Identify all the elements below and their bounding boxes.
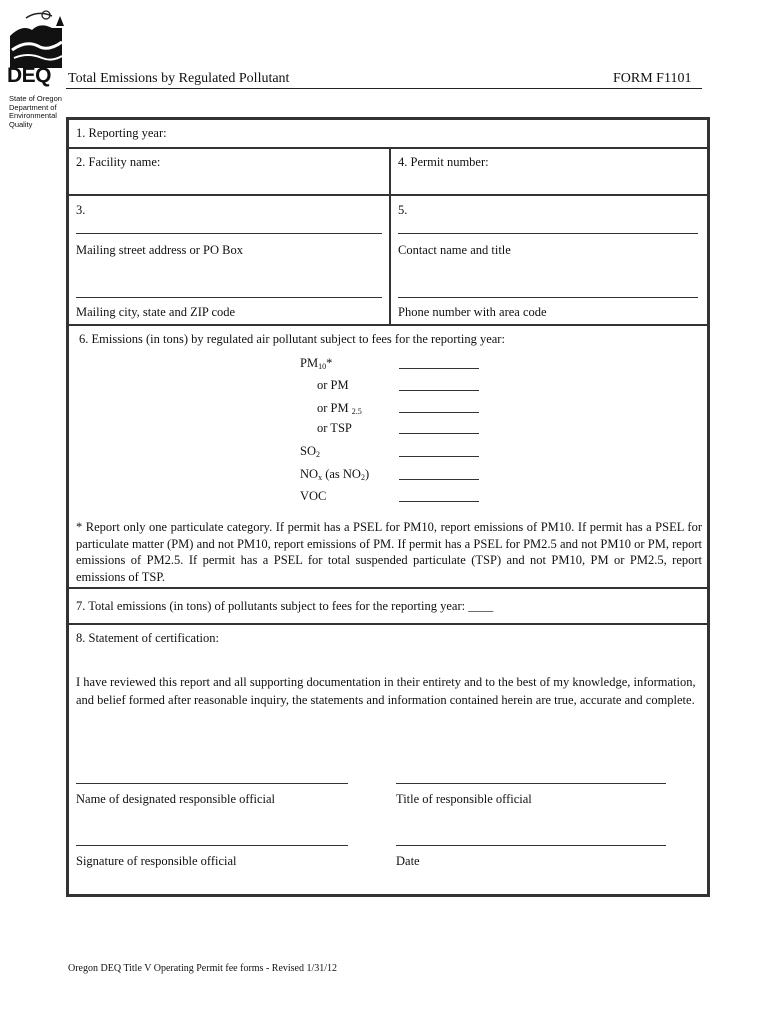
landscape-logo-icon	[8, 6, 64, 68]
street-line[interactable]	[76, 233, 382, 234]
contact-name-label: Contact name and title	[398, 243, 511, 257]
voc-label: VOC	[300, 489, 327, 503]
permit-number-box[interactable]	[390, 148, 708, 195]
signature-line[interactable]	[76, 845, 348, 846]
title-rule	[66, 88, 702, 89]
signature-label: Signature of responsible official	[76, 854, 237, 868]
official-title-line[interactable]	[396, 783, 666, 784]
contact-box	[390, 195, 708, 325]
so2-label: $SO_2$	[300, 444, 320, 459]
facility-name-label: 2. Facility name:	[76, 155, 161, 169]
pm10-input[interactable]	[399, 368, 479, 369]
reporting-year-box[interactable]	[68, 119, 708, 148]
tsp-input[interactable]	[399, 433, 479, 434]
facility-name-box[interactable]	[68, 148, 390, 195]
nox-input[interactable]	[399, 479, 479, 480]
deq-logo	[8, 6, 64, 68]
so2-input[interactable]	[399, 456, 479, 457]
official-title-label: Title of responsible official	[396, 792, 532, 806]
voc-input[interactable]	[399, 501, 479, 502]
pm10-label: $PM_{10}*$	[300, 356, 333, 371]
pm25-label: or PM $_{2.5}$	[317, 401, 362, 416]
total-emissions-box[interactable]	[68, 588, 708, 624]
official-name-line[interactable]	[76, 783, 348, 784]
field-5-label: 5.	[398, 203, 408, 217]
mailing-street-label: Mailing street address or PO Box	[76, 243, 243, 257]
particulate-note: * Report only one particulate category. If permit has a PSEL for PM10, report emissions of PM10. If permit has a PSEL for particulate matter (PM) and not PM10, report emissions of PM. If permit has a PSEL for PM2.5 and not PM10 or PM, report emissions of PM2.5. If permit has a PSEL for total suspended particulate (TSP) and not PM10, PM or PM2.5, report emissions of TSP.	[76, 520, 702, 584]
phone-line[interactable]	[398, 297, 698, 298]
certification-box	[68, 624, 708, 895]
official-name-label: Name of designated responsible official	[76, 792, 276, 806]
or-tsp-label: or TSP	[317, 421, 352, 435]
field-3-label: 3.	[76, 203, 86, 217]
reporting-year-label: 1. Reporting year:	[76, 126, 167, 140]
mailing-address-box	[68, 195, 390, 325]
form-title: Total Emissions by Regulated Pollutant	[68, 71, 290, 86]
logo-text: DEQ	[7, 64, 52, 87]
agency-name: State of Oregon Department of Environmental Quality	[9, 94, 62, 129]
mailing-city-label: Mailing city, state and ZIP code	[76, 305, 236, 319]
emissions-heading: 6. Emissions (in tons) by regulated air pollutant subject to fees for the reporting year:	[79, 332, 505, 346]
date-label: Date	[396, 854, 420, 868]
certification-statement: I have reviewed this report and all supporting documentation in their entirety and to the best of my knowledge, information, and belief formed after reasonable inquiry, the statements and information contained herein are true, accurate and complete.	[76, 675, 696, 707]
form-id: FORM F1101	[613, 71, 692, 86]
emissions-box	[68, 325, 708, 588]
certification-heading: 8. Statement of certification:	[76, 631, 220, 645]
phone-label: Phone number with area code	[398, 305, 547, 319]
city-line[interactable]	[76, 297, 382, 298]
or-pm-label: or PM	[317, 378, 349, 392]
date-line[interactable]	[396, 845, 666, 846]
nox-label: $NO_x$ (as $NO_2$)	[300, 467, 370, 482]
pm-input[interactable]	[399, 390, 479, 391]
permit-number-label: 4. Permit number:	[398, 155, 489, 169]
pm25-input[interactable]	[399, 412, 479, 413]
total-emissions-label: 7. Total emissions (in tons) of pollutants subject to fees for the reporting year: ____	[76, 599, 494, 613]
footer-text: Oregon DEQ Title V Operating Permit fee forms - Revised 1/31/12	[68, 963, 338, 974]
contact-line[interactable]	[398, 233, 698, 234]
